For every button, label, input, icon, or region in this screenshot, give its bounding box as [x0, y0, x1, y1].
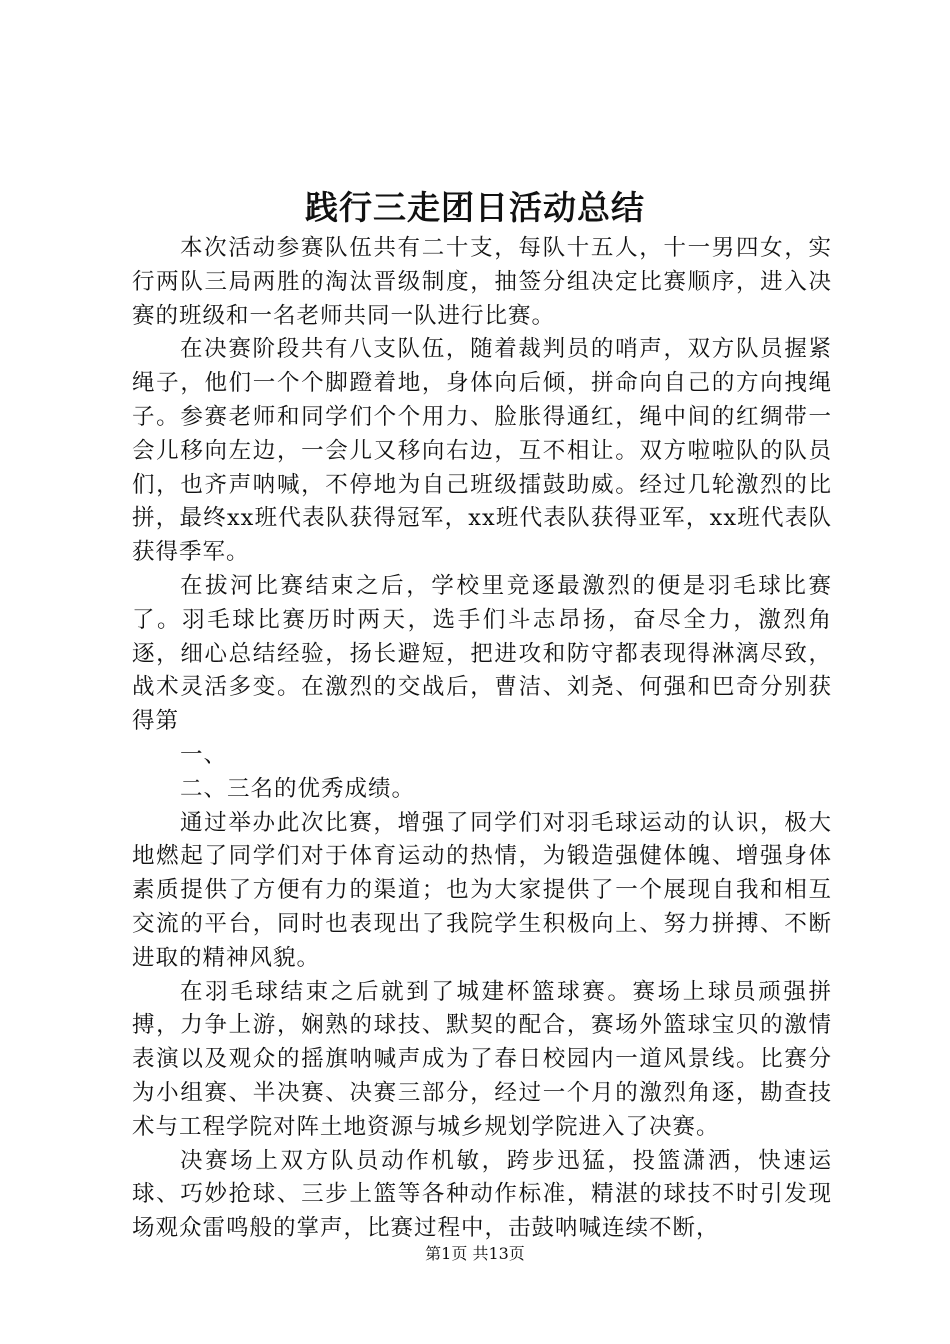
- document-body: [132, 232, 832, 1246]
- paragraph: 在羽毛球结束之后就到了城建杯篮球赛。赛场上球员顽强拼搏，力争上游，娴熟的球技、默契的配合，赛场外篮球宝贝的激情表演以及观众的摇旗呐喊声成为了春日校园内一道风景线。比赛分为小组赛、半决赛、决赛三部分，经过一个月的激烈角逐，勘查技术与工程学院对阵土地资源与城乡规划学院进入了决赛。: [132, 978, 832, 1140]
- paragraph: 二、三名的优秀成绩。: [180, 775, 416, 802]
- paragraph: 通过举办此次比赛，增强了同学们对羽毛球运动的认识，极大地燃起了同学们对于体育运动的热情，为锻造强健体魄、增强身体素质提供了方便有力的渠道；也为大家提供了一个展现自我和相互交流的平台，同时也表现出了我院学生积极向上、努力拼搏、不断进取的精神风貌。: [132, 809, 832, 971]
- paragraph: 一、: [180, 741, 228, 768]
- paragraph: 在拔河比赛结束之后，学校里竞逐最激烈的便是羽毛球比赛了。羽毛球比赛历时两天，选手们斗志昂扬，奋尽全力，激烈角逐，细心总结经验，扬长避短，把进攻和防守都表现得淋漓尽致，战术灵活多变。在激烈的交战后，曹洁、刘尧、何强和巴奇分别获得第: [132, 572, 832, 735]
- paragraph: 决赛场上双方队员动作机敏，跨步迅猛，投篮潇洒，快速运球、巧妙抢球、三步上篮等各种动作标准，精湛的球技不时引发现场观众雷鸣般的掌声，比赛过程中，击鼓呐喊连续不断，: [132, 1147, 832, 1242]
- paragraph: 在决赛阶段共有八支队伍，随着裁判员的哨声，双方队员握紧绳子，他们一个个脚蹬着地，身体向后倾，拼命向自己的方向拽绳子。参赛老师和同学们个个用力、脸胀得通红，绳中间的红绸带一会儿移向左边，一会儿又移向右边，互不相让。双方啦啦队的队员们，也齐声呐喊，不停地为自己班级擂鼓助威。经过几轮激烈的比拼，最终xx班代表队获得冠军，xx班代表队获得亚军，xx班代表队获得季军。: [132, 336, 832, 566]
- paragraph: 本次活动参赛队伍共有二十支，每队十五人，十一男四女，实行两队三局两胜的淘汰晋级制度，抽签分组决定比赛顺序，进入决赛的班级和一名老师共同一队进行比赛。: [132, 235, 832, 329]
- document-title: 践行三走团日活动总结: [305, 188, 645, 227]
- page-number-footer: 第1页 共13页: [425, 1244, 525, 1263]
